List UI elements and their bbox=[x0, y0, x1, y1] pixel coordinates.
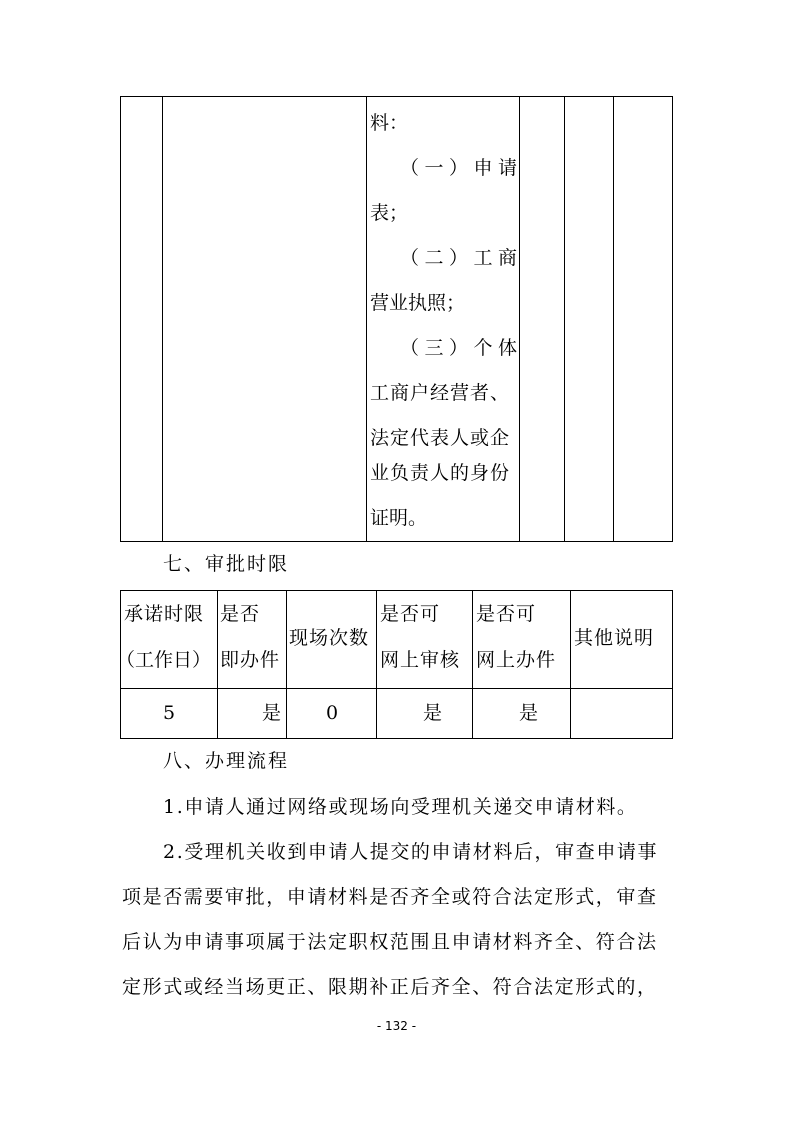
value-online-review: 是 bbox=[423, 702, 444, 724]
process-step-2: 2.受理机关收到申请人提交的申请材料后，审查申请事项是否需要审批，申请材料是否齐全或符合法定形式，审查后认为申请事项属于法定职权范围且申请材料齐全、符合法定形式或经当场更正、限期补正后齐全、符合法定形式的， bbox=[122, 841, 659, 998]
material-line: 料： bbox=[370, 112, 409, 134]
header-online-handle-line2: 网上办件 bbox=[476, 649, 557, 671]
header-promised-days-unit: （工作日） bbox=[116, 649, 212, 671]
value-online-handle: 是 bbox=[519, 702, 540, 724]
header-instant-line2: 即办件 bbox=[220, 649, 281, 671]
header-instant: 是否 bbox=[220, 603, 261, 625]
table-col-border bbox=[570, 590, 571, 739]
value-onsite-visits: 0 bbox=[326, 702, 340, 724]
material-line: 证明。 bbox=[370, 507, 428, 529]
table-col-border bbox=[376, 590, 377, 739]
table-col-border bbox=[120, 96, 121, 542]
table-col-border bbox=[217, 590, 218, 739]
table-col-border bbox=[613, 96, 614, 542]
table-col-border bbox=[672, 590, 673, 739]
table-col-border bbox=[672, 96, 673, 542]
table-col-border bbox=[564, 96, 565, 542]
table-top-border bbox=[120, 96, 673, 97]
material-line: （ 三 ） 个 体 bbox=[400, 337, 517, 359]
header-onsite-visits: 现场次数 bbox=[289, 627, 370, 649]
material-line: 法定代表人或企 bbox=[370, 427, 511, 449]
page-number: - 132 - bbox=[376, 1019, 417, 1033]
table-col-border bbox=[366, 96, 367, 542]
table-border bbox=[120, 590, 673, 591]
header-promised-days: 承诺时限 bbox=[124, 603, 205, 625]
material-line: 业负责人的身份 bbox=[370, 462, 511, 484]
value-promised-days: 5 bbox=[163, 702, 177, 724]
table-border bbox=[120, 738, 673, 739]
material-line: （ 一 ） 申 请 bbox=[400, 157, 517, 179]
process-step-1: 1.申请人通过网络或现场向受理机关递交申请材料。 bbox=[163, 796, 638, 818]
material-line: 表； bbox=[370, 202, 409, 224]
value-instant: 是 bbox=[262, 702, 283, 724]
header-online-review-line2: 网上审核 bbox=[380, 649, 461, 671]
section-heading: 七、审批时限 bbox=[163, 553, 290, 575]
table-col-border bbox=[472, 590, 473, 739]
table-col-border bbox=[162, 96, 163, 542]
table-border bbox=[120, 688, 673, 689]
header-other-notes: 其他说明 bbox=[574, 627, 655, 649]
material-line: 工商户经营者、 bbox=[370, 382, 511, 404]
material-line: （ 二 ） 工 商 bbox=[400, 247, 517, 269]
table-bottom-border bbox=[120, 541, 673, 542]
table-col-border bbox=[519, 96, 520, 542]
header-online-handle: 是否可 bbox=[476, 603, 537, 625]
header-online-review: 是否可 bbox=[380, 603, 441, 625]
material-line: 营业执照； bbox=[370, 292, 466, 314]
table-col-border bbox=[286, 590, 287, 739]
section-heading: 八、办理流程 bbox=[163, 750, 290, 772]
